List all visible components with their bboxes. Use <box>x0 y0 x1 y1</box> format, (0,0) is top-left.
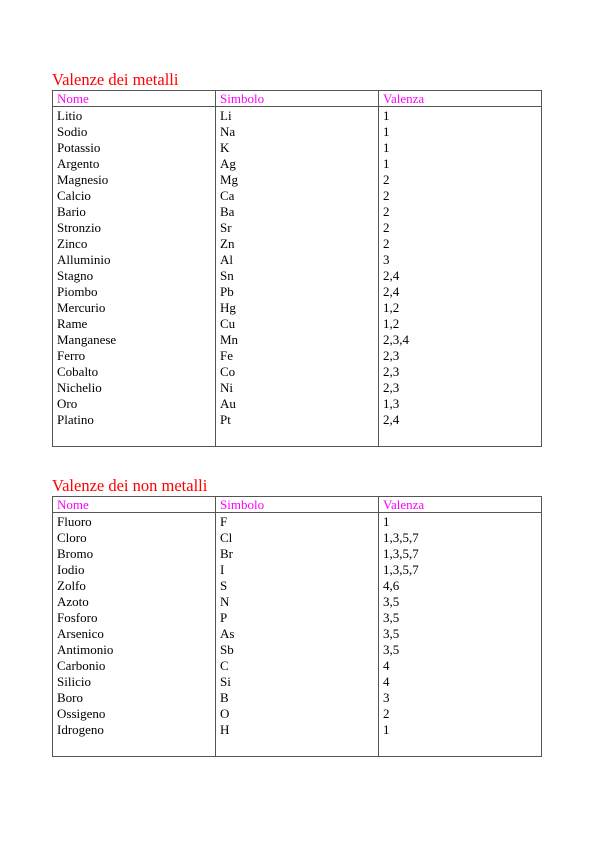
table-cell: 3,5 <box>383 642 400 657</box>
table-cell: Cl <box>220 530 233 545</box>
table-cell: K <box>220 140 230 155</box>
table-cell: Cloro <box>57 530 87 545</box>
table-cell: Al <box>220 252 233 267</box>
table-cell: Magnesio <box>57 172 109 187</box>
table-cell: Sn <box>220 268 234 283</box>
table-cell: Br <box>220 546 233 561</box>
table-cell: 1 <box>383 140 390 155</box>
table-cell: 3 <box>383 252 390 267</box>
table-cell: Carbonio <box>57 658 106 673</box>
table-cell: 2,4 <box>383 412 400 427</box>
table-cell: 1,2 <box>383 300 400 315</box>
table-cell: Zinco <box>57 236 88 251</box>
metals-body-row <box>53 107 542 447</box>
table-cell: O <box>220 706 230 721</box>
table-cell: Li <box>220 108 232 123</box>
table-cell: Fe <box>220 348 233 363</box>
table-cell: Co <box>220 364 236 379</box>
table-cell: Oro <box>57 396 78 411</box>
table-cell: Cu <box>220 316 236 331</box>
metals-symbol-column <box>216 107 379 447</box>
table-cell: 2 <box>383 706 390 721</box>
header-name: Nome <box>53 91 216 107</box>
table-cell: 1,3,5,7 <box>383 546 419 561</box>
table-cell: Manganese <box>57 332 117 347</box>
nonmetals-section <box>52 476 541 757</box>
table-cell: 2,3 <box>383 380 400 395</box>
table-cell: Zn <box>220 236 235 251</box>
table-cell: Nichelio <box>57 380 102 395</box>
table-cell: 2,4 <box>383 268 400 283</box>
table-cell: Idrogeno <box>57 722 104 737</box>
table-cell: 1,3,5,7 <box>383 530 419 545</box>
table-cell: Calcio <box>57 188 91 203</box>
table-cell: I <box>220 562 225 577</box>
nonmetals-valence-column <box>379 513 542 757</box>
table-cell: 2,4 <box>383 284 400 299</box>
table-cell: Pb <box>220 284 234 299</box>
table-cell: Hg <box>220 300 236 315</box>
table-cell: 2 <box>383 172 390 187</box>
table-cell: 2,3,4 <box>383 332 409 347</box>
table-cell: Cobalto <box>57 364 99 379</box>
table-cell: Na <box>220 124 236 139</box>
table-cell: Pt <box>220 412 231 427</box>
table-cell: 4 <box>383 658 390 673</box>
table-cell: 1 <box>383 124 390 139</box>
nonmetals-header-row <box>53 497 542 513</box>
table-cell: P <box>220 610 228 625</box>
table-cell: Argento <box>57 156 100 171</box>
table-cell: S <box>220 578 228 593</box>
table-cell: Ferro <box>57 348 86 363</box>
table-cell: 2,3 <box>383 348 400 363</box>
table-cell: Azoto <box>57 594 89 609</box>
table-cell: Potassio <box>57 140 101 155</box>
header-symbol: Simbolo <box>216 497 379 513</box>
header-valence: Valenza <box>379 497 542 513</box>
table-cell: 3 <box>383 690 390 705</box>
table-cell: 4 <box>383 674 390 689</box>
table-cell: Fluoro <box>57 514 92 529</box>
table-cell: Ca <box>220 188 235 203</box>
table-cell: Zolfo <box>57 578 86 593</box>
table-cell: Ni <box>220 380 233 395</box>
nonmetals-name-column <box>53 513 216 757</box>
metals-section <box>52 70 541 447</box>
table-cell: Stronzio <box>57 220 102 235</box>
table-cell: Litio <box>57 108 83 123</box>
table-cell: 1 <box>383 722 390 737</box>
table-cell: Bario <box>57 204 86 219</box>
table-cell: Sodio <box>57 124 88 139</box>
metals-table <box>52 90 542 447</box>
table-cell: 3,5 <box>383 594 400 609</box>
nonmetals-symbol-column <box>216 513 379 757</box>
metals-header-row <box>53 91 542 107</box>
nonmetals-body-row <box>53 513 542 757</box>
table-cell: 1,2 <box>383 316 400 331</box>
table-cell: N <box>220 594 230 609</box>
table-cell: Ag <box>220 156 236 171</box>
table-cell: 2 <box>383 220 390 235</box>
header-valence: Valenza <box>379 91 542 107</box>
table-cell: 1 <box>383 156 390 171</box>
table-cell: Ossigeno <box>57 706 106 721</box>
table-cell: Mg <box>220 172 239 187</box>
table-cell: Au <box>220 396 236 411</box>
table-cell: 3,5 <box>383 610 400 625</box>
header-name: Nome <box>53 497 216 513</box>
table-cell: Rame <box>57 316 88 331</box>
metals-name-column <box>53 107 216 447</box>
nonmetals-table <box>52 496 542 757</box>
table-cell: As <box>220 626 235 641</box>
table-cell: 4,6 <box>383 578 400 593</box>
table-cell: Arsenico <box>57 626 104 641</box>
table-cell: H <box>220 722 230 737</box>
table-cell: C <box>220 658 229 673</box>
header-symbol: Simbolo <box>216 91 379 107</box>
table-cell: Sr <box>220 220 232 235</box>
table-cell: 1,3 <box>383 396 400 411</box>
table-cell: 1 <box>383 108 390 123</box>
table-cell: Mn <box>220 332 239 347</box>
table-cell: Stagno <box>57 268 94 283</box>
table-cell: Fosforo <box>57 610 98 625</box>
table-cell: Bromo <box>57 546 94 561</box>
table-cell: Silicio <box>57 674 91 689</box>
metals-valence-column <box>379 107 542 447</box>
table-cell: Antimonio <box>57 642 114 657</box>
table-cell: Boro <box>57 690 83 705</box>
table-cell: Ba <box>220 204 235 219</box>
table-cell: B <box>220 690 229 705</box>
table-cell: Sb <box>220 642 234 657</box>
table-cell: 1 <box>383 514 390 529</box>
table-cell: 2 <box>383 236 390 251</box>
table-cell: 2 <box>383 204 390 219</box>
table-cell: 2 <box>383 188 390 203</box>
table-cell: Iodio <box>57 562 85 577</box>
table-cell: 2,3 <box>383 364 400 379</box>
table-cell: Alluminio <box>57 252 111 267</box>
table-cell: Mercurio <box>57 300 106 315</box>
table-cell: 3,5 <box>383 626 400 641</box>
nonmetals-title: Valenze dei non metalli <box>52 476 208 495</box>
table-cell: Platino <box>57 412 94 427</box>
table-cell: F <box>220 514 228 529</box>
table-cell: Si <box>220 674 231 689</box>
table-cell: 1,3,5,7 <box>383 562 419 577</box>
table-cell: Piombo <box>57 284 98 299</box>
metals-title: Valenze dei metalli <box>52 70 179 89</box>
